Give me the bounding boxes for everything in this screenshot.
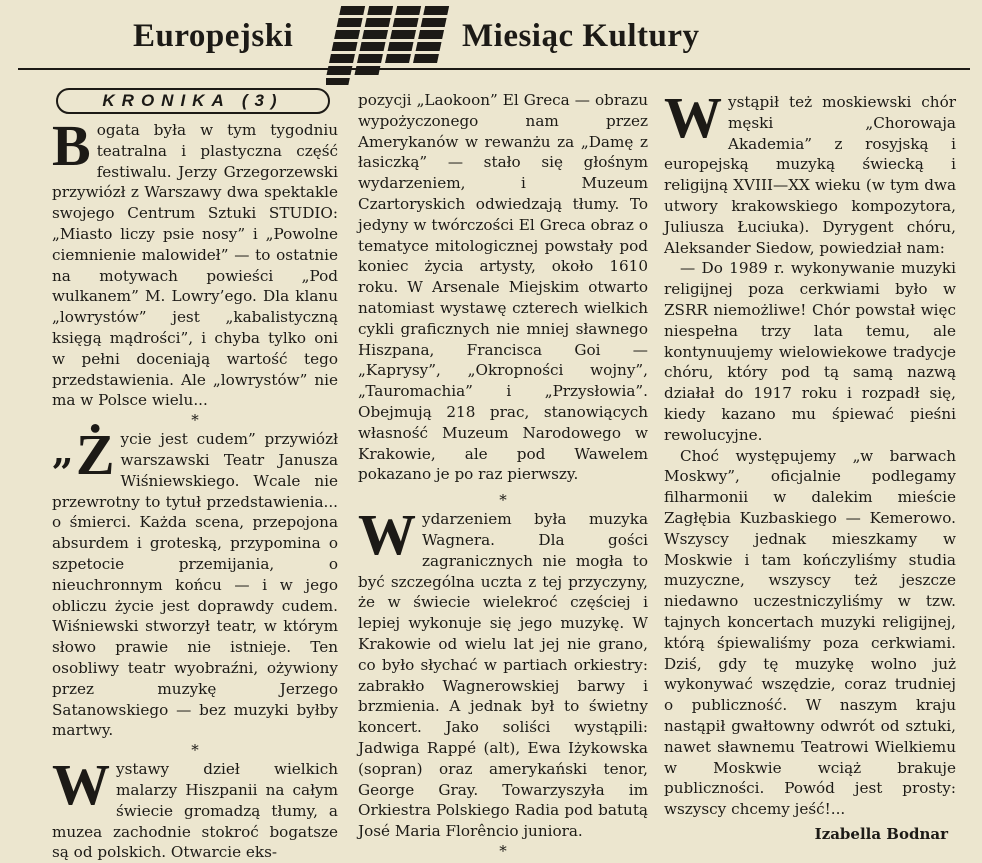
column-3	[664, 85, 956, 845]
paragraph-moscow-colours	[664, 446, 956, 820]
header-title-right: Miesiąc Kultury	[462, 18, 700, 54]
author-signature: Izabella Bodnar	[814, 824, 948, 843]
drop-quote-mark: „	[52, 428, 74, 474]
section-separator: *	[499, 841, 507, 860]
paragraph-text: Choć występujemy „w barwach Moskwy”, oficjalnie podlegamy filharmonii w dalekim mieście Zagłębia Kuzbaskiego — Kemerowo. Wszyscy jednak mieszkamy w Moskwie i tam kończyliśmy studia muzyczne, wszyscy też jeszcze niedawno uczestniczyliśmy w tzw. tajnych koncertach muzyki religijnej, którą śpiewaliśmy poza cerkwiami. Dziś, gdy tę muzykę wolno już wykonywać wszędzie, coraz trudniej o publiczność. W naszym kraju nastąpił gwałtowny odwrót od sztuki, nawet sławnemu Teatrowi Wielkiemu w Moskwie wciąż brakuje publiczności. Powód jest prosty: wszyscy chcemy jeść!...	[664, 446, 956, 819]
header-rule	[18, 68, 970, 70]
paragraph-text: pozycji „Laokoon” El Greca — obrazu wypożyczonego nam przez Amerykanów w rewanżu za „Damę z łasiczką” — stało się głośnym wydarzeniem, i Muzeum Czartoryskich odwiedzają tłumy. To jedyny w twórczości El Greca obraz o tematyce mitologicznej powstały pod koniec życia artysty, około 1610 roku. W Arsenale Miejskim otwarto natomiast wystawę czterech wielkich cykli graficznych nie mniej sławnego Hiszpana, Francisca Goi — „Kaprysy”, „Okropności wojny”, „Tauromachia” i „Przysłowia”. Obejmują 218 prac, stanowiących własność Muzeum Narodowego w Krakowie, ale pod Wawelem pokazano je po raz pierwszy.	[358, 91, 648, 484]
paragraph-text: ystąpił też moskiewski chór męski „Chorowaja Akademia” z rosyjską i europejską muzyką świecką i religijną XVIII—XX wieku (w tym dwa utwory krakowskiego kompozytora, Juliusza Łuciuka). Dyrygent chóru, Aleksander Siedow, powiedział nam:	[664, 93, 956, 257]
paragraph-exhibitions	[52, 752, 338, 863]
drop-cap: Ż	[75, 422, 115, 488]
drop-cap: W	[664, 85, 722, 150]
section-separator: *	[499, 491, 507, 510]
kronika-badge: KRONIKA (3)	[56, 88, 330, 114]
section-separator: *	[191, 741, 199, 760]
paragraph-text: — Do 1989 r. wykonywanie muzyki religijnej poza cerkwiami było w ZSRR niemożliwe! Chór powstał więc niespełna trzy lata temu, ale kontynuujemy wielowiekowe tradycje chóru, który pod tą samą nazwą działał do 1917 roku i rozpadł się, kiedy kazano mu śpiewać pieśni rewolucyjne.	[664, 259, 956, 444]
paragraph-el-greco-goya	[358, 90, 648, 485]
column-2	[358, 90, 648, 860]
section-separator: *	[191, 411, 199, 430]
column-1	[52, 88, 338, 863]
paragraph-quote-1989	[664, 258, 956, 445]
paragraph-text: ystawy dzieł wielkich malarzy Hiszpanii na całym świecie gromadzą tłumy, a muzea zachodnie stokroć bogatsze są od polskich. Otwarcie eks-	[52, 760, 338, 862]
paragraph-text: ycie jest cudem” przywiózł warszawski Teatr Janusza Wiśniewskiego. Wcale nie przewrotny to tytuł przedstawienia... o śmierci. Każda scena, przepojona absurdem i groteską, przypomina o szpetocie przemijania, o nieuchronnym końcu — i w jego obliczu życie jest doprawdy cudem. Wiśniewski stworzył teatr, w którym słowo prawie nie istnieje. Ten osobliwy teatr wyobraźni, ożywiony przez muzykę Jerzego Satanowskiego — bez muzyki byłby martwy.	[52, 430, 338, 740]
page-header	[0, 0, 982, 86]
paragraph-text: ogata była w tym tygodniu teatralna i plastyczna część festiwalu. Jerzy Grzegorzewski przywiózł z Warszawy dwa spektakle swojego Centrum Sztuki STUDIO: „Miasto liczy psie nosy” i „Powolne ciemnienie malowideł” — to ostatnie na motywach powieści „Pod wulkanem” M. Lowry’ego. Dla klanu „lowrystów” jest „kabalistyczną księgą mądrości”, i chyba tylko oni w pełni doceniają wartość tego przedstawienia. Ale „lowrystów” nie ma w Polsce wielu...	[52, 121, 338, 410]
festival-logo-icon	[326, 2, 452, 86]
paragraph-zycie-jest-cudem	[52, 422, 338, 741]
drop-cap: W	[52, 752, 110, 818]
paragraph-wagner	[358, 502, 648, 842]
paragraph-moscow-choir	[664, 85, 956, 258]
paragraph-theatre-intro	[52, 113, 338, 411]
header-title-left: Europejski	[133, 18, 294, 54]
paragraph-text: ydarzeniem była muzyka Wagnera. Dla gości zagranicznych nie mogła to być szczególna uczta z tej przyczyny, że w świecie wielekroć częściej i lepiej wykonuje się jego muzykę. W Krakowie od wielu lat jej nie grano, co było słychać w partiach orkiestry: zabrakło Wagnerowskiej barwy i brzmienia. A jednak był to świetny koncert. Jako soliści wystąpili: Jadwiga Rappé (alt), Ewa Iżykowska (sopran) oraz amerykański tenor, George Gray. Towarzyszyła im Orkiestra Polskiego Radia pod batutą José Maria Florêncio juniora.	[358, 510, 648, 841]
drop-cap: B	[52, 113, 91, 178]
drop-cap: W	[358, 502, 416, 568]
